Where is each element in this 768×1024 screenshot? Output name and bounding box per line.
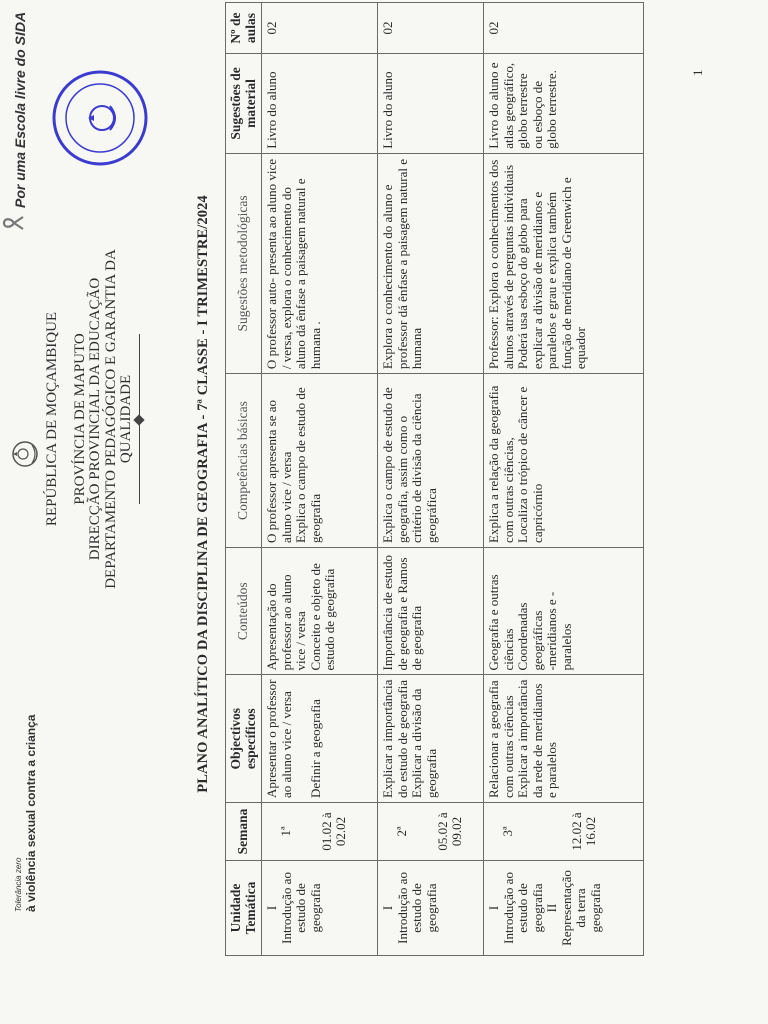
national-emblem-icon	[10, 439, 40, 469]
header-week: Semana	[226, 802, 262, 860]
awareness-ribbon-icon	[2, 212, 24, 234]
materials-cell: Livro do aluno	[378, 54, 484, 154]
campaign-note-line2: à violência sexual contra a criança	[24, 714, 38, 912]
official-stamp-icon	[50, 68, 150, 168]
week-number: 2ª	[394, 826, 409, 837]
header-materials: Sugestões de material	[226, 54, 262, 154]
unit-cell	[262, 860, 378, 955]
contents-cell: Importância de estudo de geografia e Ramos de geografia	[378, 547, 484, 675]
lessons-cell: 02	[484, 3, 644, 54]
methods-cell: O professor auto- presenta ao aluno vice / versa, explora o conhecimento do aluno dá ênfase a paisagem natural e humana .	[262, 153, 378, 373]
competencies-cell: Explica a relação da geografia com outras ciências, Localiza o trópico de câncer e capricórnio	[484, 374, 644, 548]
document-title: PLANO ANALÍTICO DA DISCIPLINA DE GEOGRAFIA - 7ª CLASSE - I TRIMESTRE/2024	[195, 195, 211, 793]
unit-cell	[484, 860, 644, 955]
materials-cell: Livro do aluno e atlas geográfico, globo terrestre ou esboço de globo terrestre.	[484, 54, 644, 154]
header-contents: Conteúdos	[226, 547, 262, 675]
unit-name: Introdução ao estudo de geografia	[394, 872, 439, 944]
competencies-cell: O professor apresenta se ao aluno vice / versa Explica o campo de estudo de geografia	[262, 374, 378, 548]
contents-cell: Geografia e outras ciências Coordenadas geográficas -meridianos e -paralelos	[484, 547, 644, 675]
header-republic: REPÚBLICA DE MOÇAMBIQUE	[44, 311, 60, 527]
campaign-note	[12, 715, 38, 912]
header-objectives: Objectivos específicos	[226, 675, 262, 803]
unit-number: I	[264, 905, 279, 911]
header-directorate: DIRECÇÃO PROVINCIAL DA EDUCAÇÃO	[87, 277, 103, 561]
institution-header	[45, 204, 140, 634]
unit-name: Introdução ao estudo de geografia	[278, 872, 323, 944]
week-number: 1ª	[278, 826, 293, 837]
unit-name: Introdução ao estudo de geografia	[500, 872, 545, 944]
methods-cell: Professor: Explora o conhecimentos dos alunos através de perguntas individuais Poderá usa esboço do globo para explicar a divisão de meridianos e paralelos e grau e explica também função de meridiano de Greenwich e equador	[484, 153, 644, 373]
table-row	[378, 3, 484, 956]
header-methods: Sugestões metodológicas	[226, 153, 262, 373]
week-dates: 05.02 à 09.02	[434, 812, 464, 851]
page-number: 1	[690, 69, 705, 76]
header-province: PROVÍNCIA DE MAPUTO	[71, 333, 88, 505]
table-header-row	[226, 3, 262, 956]
slogan-text: Por uma Escola livre do SIDA	[12, 11, 28, 208]
week-number: 3ª	[500, 826, 515, 837]
unit-number: I	[380, 905, 395, 911]
week-cell	[378, 802, 484, 860]
unit-number-2: II	[544, 903, 559, 913]
materials-cell: Livro do aluno	[262, 54, 378, 154]
objectives-cell: Explicar a importância do estudo de geografia Explicar a divisão da geografia	[378, 675, 484, 803]
unit-name-2: Representação da terra geografia	[558, 870, 603, 946]
week-cell	[262, 802, 378, 860]
methods-cell: Explora o conhecimento do aluno e professor dá ênfase a paisagem natural e humana	[378, 153, 484, 373]
header-department: DEPARTAMENTO PEDAGÓGICO E GARANTIA DA QUALIDADE	[102, 249, 134, 589]
week-cell	[484, 802, 644, 860]
objectives-cell: Relacionar a geografia com outras ciências Explicar a importância da rede de meridianos e paralelos	[484, 675, 644, 803]
campaign-note-line1: Tolerância zero	[14, 857, 23, 912]
header-divider	[139, 334, 140, 504]
competencies-cell: Explica o campo de estudo de geografia, assim como o critério de divisão da ciência geográfica	[378, 374, 484, 548]
header-lessons: Nº de aulas	[226, 3, 262, 54]
week-dates: 01.02 à 02.02	[318, 812, 348, 851]
lessons-cell: 02	[378, 3, 484, 54]
objectives-cell: Apresentar o professor ao aluno vice / versa Definir a geografia	[262, 675, 378, 803]
contents-cell: Apresentação do professor ao aluno vice / versa Conceito e objeto de estudo de geografia	[262, 547, 378, 675]
unit-cell	[378, 860, 484, 955]
table-row	[262, 3, 378, 956]
unit-number: I	[486, 905, 501, 911]
header-competencies: Competências básicas	[226, 374, 262, 548]
header-unit: Unidade Temática	[226, 860, 262, 955]
lesson-plan-table	[225, 2, 644, 956]
lessons-cell: 02	[262, 3, 378, 54]
week-dates: 12.02 à 16.02	[568, 812, 598, 851]
table-row	[484, 3, 644, 956]
